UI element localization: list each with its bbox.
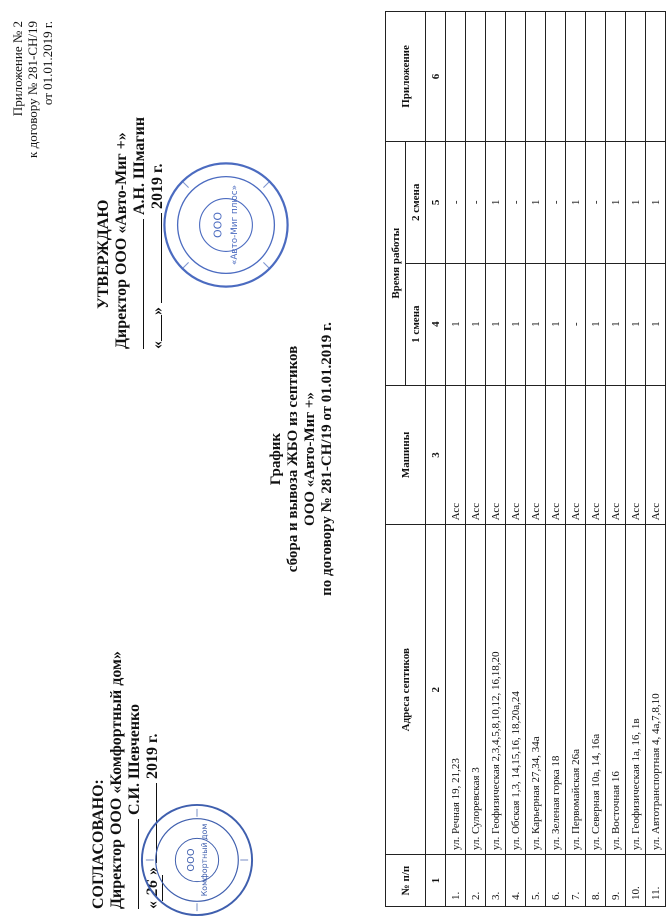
row-number: 4. <box>506 855 526 907</box>
row-address: ул. Зеленая горка 18 <box>546 525 566 855</box>
agreed-heading: СОГЛАСОВАНО: <box>90 779 107 909</box>
column-number: 6 <box>426 12 446 142</box>
table-row <box>506 12 526 907</box>
column-number: 5 <box>426 141 446 263</box>
appendix-line-3: от 01.01.2019 г. <box>40 21 55 106</box>
row-address: ул. Сулоревская 3 <box>466 525 486 855</box>
row-shift-2: 1 <box>486 141 506 263</box>
row-address: ул. Первомайская 26а <box>566 525 586 855</box>
row-machine: Асс <box>566 385 586 525</box>
row-number: 8. <box>586 855 606 907</box>
agreed-date-year: 2019 г. <box>144 733 161 779</box>
row-number: 9. <box>606 855 626 907</box>
table-row <box>646 12 666 907</box>
row-address: ул. Карьерная 27,34, 34а <box>526 525 546 855</box>
row-shift-1: 1 <box>466 263 486 385</box>
table-row <box>466 12 486 907</box>
table-row <box>606 12 626 907</box>
row-machine: Асс <box>506 385 526 525</box>
row-shift-1: 1 <box>586 263 606 385</box>
row-shift-2: 1 <box>526 141 546 263</box>
row-note <box>526 12 546 142</box>
row-machine: Асс <box>606 385 626 525</box>
column-number: 3 <box>426 385 446 525</box>
header-machines: Машины <box>386 385 426 525</box>
row-shift-2: 1 <box>566 141 586 263</box>
row-number: 6. <box>546 855 566 907</box>
table-row <box>626 12 646 907</box>
row-shift-2: 1 <box>606 141 626 263</box>
approved-signature-name: А.Н. Шмагин <box>131 116 148 215</box>
row-address: ул. Обская 1,3, 14,15,16, 18,20а,24 <box>506 525 526 855</box>
row-number: 1. <box>446 855 466 907</box>
column-number: 4 <box>426 263 446 385</box>
row-address: ул. Автотранспортная 4, 4а,7,8,10 <box>646 525 666 855</box>
seal-left-abbr: ООО <box>186 848 198 872</box>
row-note <box>486 12 506 142</box>
appendix-note <box>10 21 55 199</box>
title-line-2: сбора и вывоза ЖБО из септиков <box>285 345 301 573</box>
seal-left-name: Комфортный дом <box>199 823 209 897</box>
schedule-table <box>385 11 666 907</box>
row-shift-2: - <box>506 141 526 263</box>
row-shift-1: 1 <box>606 263 626 385</box>
approved-heading: УТВЕРЖДАЮ <box>95 199 112 309</box>
seal-right-abbr: ООО <box>211 212 225 238</box>
schedule-body <box>446 12 666 907</box>
agreed-date-day: 26 <box>144 875 163 901</box>
title-line-4: по договору № 281-СН/19 от 01.01.2019 г. <box>319 322 335 596</box>
seal-right-name: «Авто-Миг плюс» <box>230 185 240 265</box>
row-address: ул. Геофизическая 2,3,4,5,8,10,12, 16,18,20 <box>486 525 506 855</box>
row-note <box>646 12 666 142</box>
agreed-date-line: «26» 2019 г. <box>144 733 161 909</box>
table-row <box>586 12 606 907</box>
table-row <box>446 12 466 907</box>
approved-block <box>95 9 167 349</box>
table-row <box>546 12 566 907</box>
agreed-position: Директор ООО «Комфортный дом» <box>108 651 125 909</box>
approved-position: Директор ООО «Авто-Миг +» <box>113 132 130 349</box>
row-shift-1: 1 <box>526 263 546 385</box>
row-machine: Асс <box>586 385 606 525</box>
date-day-blank <box>161 315 162 341</box>
row-machine: Асс <box>446 385 466 525</box>
appendix-line-1: Приложение № 2 <box>10 21 25 117</box>
agreed-signature-name: С.И. Шевченко <box>126 703 143 815</box>
row-note <box>466 12 486 142</box>
row-note <box>586 12 606 142</box>
row-shift-1: 1 <box>486 263 506 385</box>
header-address: Адреса септиков <box>386 525 426 855</box>
row-note <box>606 12 626 142</box>
company-seal-left <box>138 801 256 919</box>
row-shift-1: 1 <box>646 263 666 385</box>
row-note <box>446 12 466 142</box>
title-line-1: График <box>268 432 284 486</box>
signature-blank <box>143 219 144 349</box>
row-shift-2: - <box>546 141 566 263</box>
approved-date-year: 2019 г. <box>149 163 166 209</box>
row-shift-2: - <box>586 141 606 263</box>
row-machine: Асс <box>626 385 646 525</box>
approved-signature-line <box>131 9 149 349</box>
row-machine: Асс <box>646 385 666 525</box>
row-machine: Асс <box>466 385 486 525</box>
row-note <box>566 12 586 142</box>
row-number: 3. <box>486 855 506 907</box>
row-shift-2: 1 <box>646 141 666 263</box>
header-note: Приложение <box>386 12 426 142</box>
approved-date-line: «» 2019 г. <box>149 163 166 349</box>
row-shift-2: - <box>446 141 466 263</box>
table-row <box>566 12 586 907</box>
row-shift-1: 1 <box>546 263 566 385</box>
row-number: 7. <box>566 855 586 907</box>
row-shift-1: 1 <box>626 263 646 385</box>
appendix-line-2: к договору № 281-СН/19 <box>25 21 40 158</box>
table-row <box>486 12 506 907</box>
header-shift-2: 2 смена <box>406 141 426 263</box>
row-machine: Асс <box>546 385 566 525</box>
table-row <box>526 12 546 907</box>
row-number: 11. <box>646 855 666 907</box>
row-shift-1: 1 <box>506 263 526 385</box>
header-num: № п/п <box>386 855 426 907</box>
row-number: 5. <box>526 855 546 907</box>
row-machine: Асс <box>526 385 546 525</box>
row-address: ул. Северная 10а, 14, 16а <box>586 525 606 855</box>
row-address: ул. Геофизическая 1а, 16, 1в <box>626 525 646 855</box>
row-shift-2: - <box>466 141 486 263</box>
column-number: 2 <box>426 525 446 855</box>
row-machine: Асс <box>486 385 506 525</box>
row-address: ул. Восточная 16 <box>606 525 626 855</box>
row-note <box>626 12 646 142</box>
row-shift-1: 1 <box>446 263 466 385</box>
row-shift-2: 1 <box>626 141 646 263</box>
row-number: 10. <box>626 855 646 907</box>
row-address: ул. Речная 19, 21,23 <box>446 525 466 855</box>
title-line-3: ООО «Авто-Миг +» <box>302 392 318 526</box>
row-number: 2. <box>466 855 486 907</box>
document-title <box>268 259 336 659</box>
date-month-blank <box>161 213 162 303</box>
row-shift-1: - <box>566 263 586 385</box>
column-number: 1 <box>426 855 446 907</box>
header-work-time: Время работы <box>386 141 406 385</box>
row-note <box>546 12 566 142</box>
header-shift-1: 1 смена <box>406 263 426 385</box>
row-note <box>506 12 526 142</box>
